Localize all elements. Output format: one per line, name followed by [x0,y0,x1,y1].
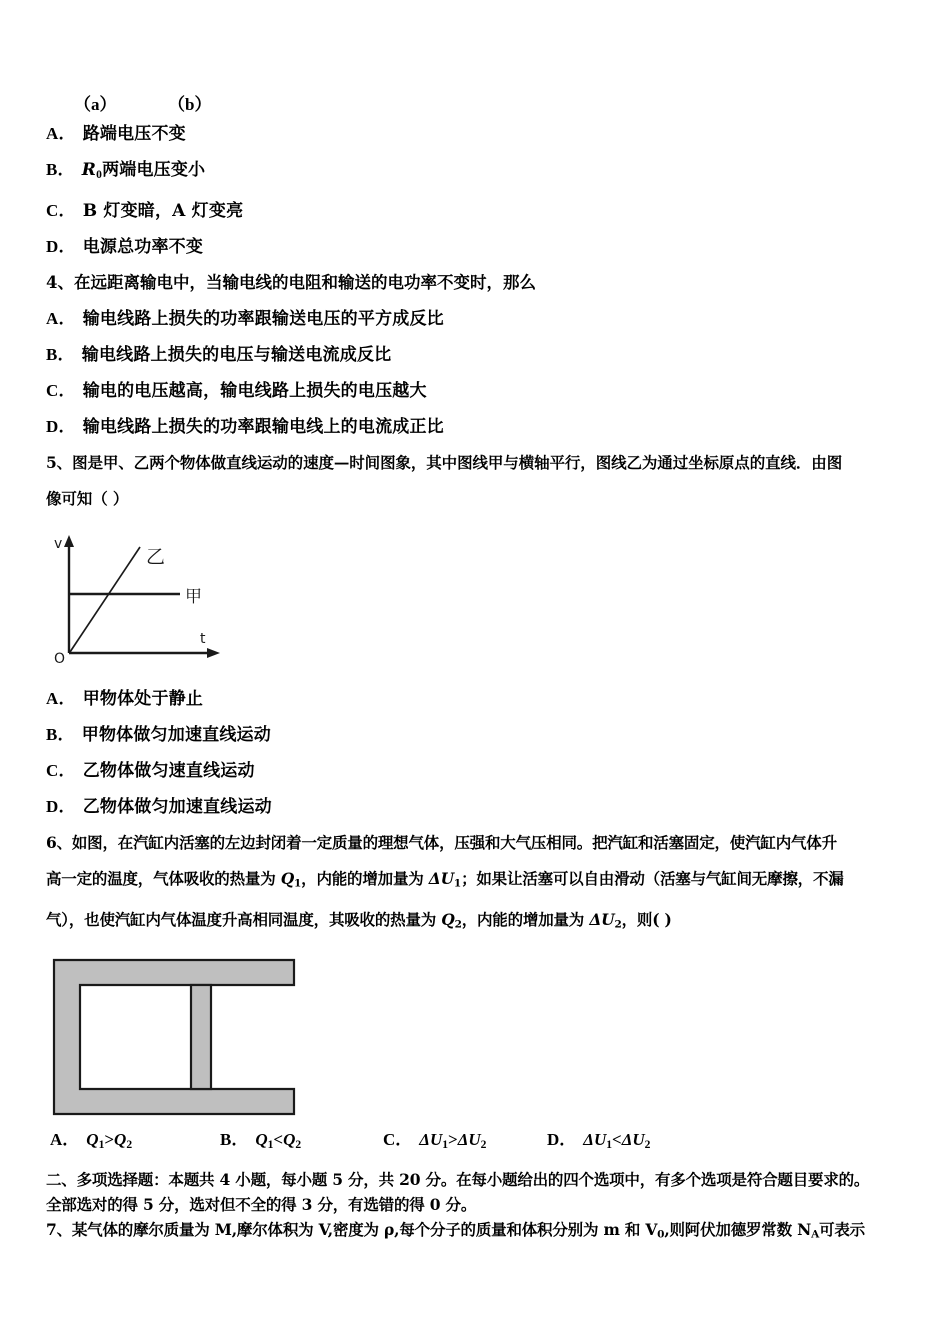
option-symbol-1: ΔU [583,1130,607,1150]
option-label: D． [46,416,76,436]
curve-sloped-label: 乙 [146,545,166,568]
option-label: D． [46,236,76,256]
option-text: 甲物体做匀加速直线运动 [81,724,271,745]
option-relation: > [448,1130,458,1150]
figure-ab-caption-row [46,86,926,116]
option-relation: < [273,1130,284,1150]
y-axis-label: v [54,535,63,552]
curve-flat-label: 甲 [185,586,202,607]
figure-label-b: （b） [168,95,212,114]
figure-label-a: （a） [74,95,117,114]
question6-options-row [46,1125,926,1159]
option-symbol-1-sub: 1 [606,1138,612,1151]
question5-option-c [46,753,926,789]
velocity-time-graph [52,531,312,671]
option-label: C． [46,380,76,400]
question6-option-d [547,1125,650,1151]
cylinder-piston-figure [50,954,350,1119]
question6-option-b [220,1125,301,1151]
page-content [46,86,926,1248]
question3-option-a [46,116,926,152]
option-text: 乙物体做匀加速直线运动 [82,796,272,817]
option-symbol-2-sub: 2 [480,1138,487,1151]
question5-stem-line2: 像可知（ ） [46,488,129,508]
q6-symbol-q2-sub: 2 [454,918,462,931]
option-label: C． [383,1130,413,1150]
q6-symbol-du2: ΔU [589,909,615,929]
option-symbol-2-sub: 2 [295,1138,302,1151]
option-symbol-1: ΔU [419,1130,443,1150]
option-label: B． [46,724,75,744]
q7-part-c: 可表示 [819,1220,865,1240]
option-label: C． [46,200,76,220]
question5-option-b [46,717,926,753]
q6-symbol-du1-sub: 1 [453,877,462,890]
q6-symbol-q1-sub: 1 [294,877,302,890]
option-text: 两端电压变小 [102,160,206,180]
q7-sub-na: A [811,1228,820,1241]
option-symbol-1-sub: 1 [267,1138,274,1151]
question5-stem-line1: 5、图是甲、乙两个物体做直线运动的速度—时间图象，其中图线甲与横轴平行，图线乙为通过坐标原点的直线．由图 [46,452,843,472]
cylinder-body [54,960,294,1114]
question4-option-b [46,337,926,373]
option-symbol-2: Q [283,1130,296,1150]
option-label: A． [46,124,76,143]
option-symbol-1-sub: 1 [98,1138,105,1151]
option-text: 输电线路上损失的电压与输送电流成反比 [81,344,392,365]
option-symbol-2: ΔU [457,1130,481,1150]
q6-symbol-du1: ΔU [428,868,454,888]
q6-symbol-du2-sub: 2 [614,918,622,931]
cylinder-piston-svg [50,954,350,1119]
question7-stem [46,1217,926,1248]
option-relation: < [612,1130,622,1150]
section2-line2: 全部选对的得 5 分，选对但不全的得 3 分，有选错的得 0 分。 [46,1195,477,1215]
question4-stem: 4、在远距离输电中，当输电线的电阻和输送的电功率不变时，那么 [46,272,536,292]
question6-option-a [50,1125,132,1151]
question6-stem-line1: 6、如图，在汽缸内活塞的左边封闭着一定质量的理想气体，压强和大气压相同。把汽缸和活塞固定，使汽缸内气体升 [46,832,837,852]
q7-sub-v0: 0 [657,1228,665,1241]
option-label: D． [547,1130,577,1150]
x-axis-label: t [200,630,206,647]
q6-symbol-q1: Q [280,868,295,888]
q6-l3-part-a: 气），也使汽缸内气体温度升高相同温度，其吸收的热量为 [46,909,442,929]
question5-option-a [46,681,926,717]
question3-option-b [46,152,926,193]
option-symbol: R [81,160,97,180]
option-label: D． [46,796,76,816]
y-axis-arrow [64,535,74,547]
section2-line1: 二、多项选择题：本题共 4 小题，每小题 5 分，共 20 分。在每小题给出的四个选项中，有多个选项是符合题目要求的。 [46,1170,870,1190]
piston [191,985,211,1089]
q6-l3-part-b: ，内能的增加量为 [461,909,590,929]
option-symbol-1: Q [86,1130,99,1150]
question4-option-a [46,301,926,337]
option-symbol-2: Q [114,1130,127,1150]
question6-stem-line3 [46,902,926,943]
option-text: 乙物体做匀速直线运动 [82,760,255,781]
option-label: A． [50,1130,80,1150]
q6-l2-part-b: ，内能的增加量为 [301,868,429,888]
curve-sloped-yi [70,547,140,652]
q6-l2-part-c: ；如果让活塞可以自由滑动（活塞与气缸间无摩擦，不漏 [461,868,844,888]
option-label: B． [220,1130,249,1150]
origin-label: O [54,650,66,667]
option-label: C． [46,760,76,780]
question6-option-c [383,1125,486,1151]
option-label: B． [46,160,75,179]
velocity-time-graph-svg [52,531,312,671]
option-text: 甲物体处于静止 [82,688,204,709]
option-text: 输电线路上损失的功率跟输送电压的平方成反比 [82,308,444,329]
q7-part-a: 7、某气体的摩尔质量为 M,摩尔体积为 V,密度为 ρ,每个分子的质量和体积分别为 m 和 V [46,1220,658,1240]
option-symbol-2: ΔU [621,1130,645,1150]
option-text: 电源总功率不变 [82,236,204,257]
question4-option-c [46,373,926,409]
option-text: 输电的电压越高，输电线路上损失的电压越大 [82,380,427,401]
option-text: 路端电压不变 [82,124,186,144]
question6-stem-line2 [46,861,926,902]
q7-part-b: ,则阿伏加德罗常数 N [664,1220,812,1240]
option-symbol-1-sub: 1 [442,1138,448,1151]
option-label: B． [46,344,75,364]
option-symbol-2-sub: 2 [644,1138,651,1151]
q6-l2-part-a: 高一定的温度，气体吸收的热量为 [46,868,281,888]
option-text: 输电线路上损失的功率跟输电线上的电流成正比 [82,416,444,437]
question5-option-d [46,789,926,825]
option-label: A． [46,308,76,328]
option-text: B 灯变暗，A 灯变亮 [82,200,244,221]
q6-symbol-q2: Q [441,909,455,929]
question3-option-d [46,229,926,265]
option-symbol-subscript: 0 [96,167,103,181]
option-relation: > [104,1130,115,1150]
option-symbol-2-sub: 2 [126,1138,133,1151]
question3-option-c [46,193,926,229]
option-symbol-1: Q [255,1130,268,1150]
q6-l3-part-c: ，则( ) [621,909,672,929]
option-label: A． [46,688,76,708]
x-axis-arrow [207,648,220,658]
question4-option-d [46,409,926,445]
